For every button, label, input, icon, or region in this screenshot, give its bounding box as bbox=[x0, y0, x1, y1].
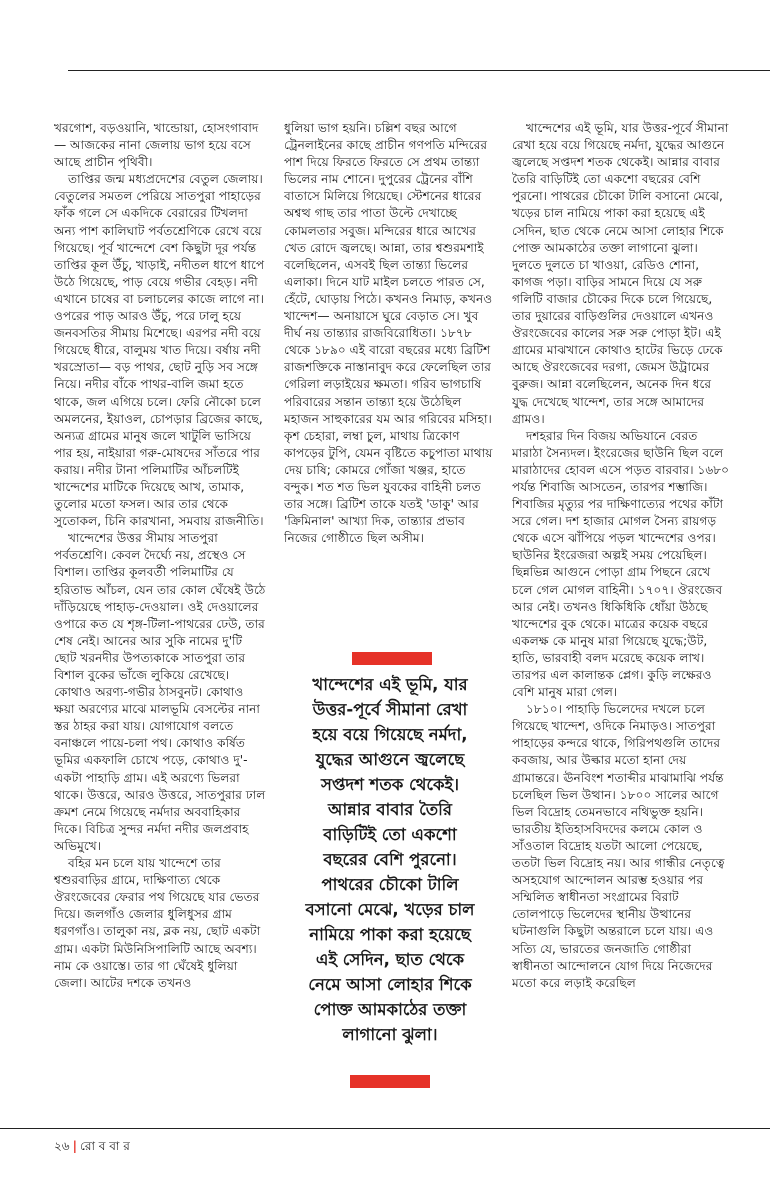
publication-name: রো ব বা র bbox=[80, 1139, 130, 1153]
folio-separator: | bbox=[72, 1139, 77, 1153]
paragraph: খরগোশ, বড়ওয়ানি, খান্ডোয়া, হোসংগাবাদ— আজকের নানা জেলায় ভাগ হয়ে বসে আছে প্রাচীন পৃথিবী। bbox=[54, 121, 259, 170]
pull-quote bbox=[300, 672, 480, 1047]
paragraph: তাপ্তির জন্ম মধ্যপ্রদেশের বেতুল জেলায়। বেতুলের সমতল পেরিয়ে সাতপুরা পাহাড়ের ফাঁক গলে সে একদিকে বেরারের টিখলদা অন্য পাশ কালিঘাট পর্বতশ্রেণিকে রেখে বয়ে গিয়েছে। পূর্ব খান্দেশে বেশ কিছুটা দূর পর্যন্ত তাপ্তির কূল উঁচু, খাড়াই, নদীতল ধাপে ধাপে উঠে গিয়েছে, পাড় বেয়ে গভীর বেহড়। নদী এখানে চাষের বা চলাচলের কাজে লাগে না। ওপরের পাড় আরও উঁচু, পরে ঢালু হয়ে জনবসতির সীমায় মিশেছে। এরপর নদী বয়ে গিয়েছে ধীরে, বালুময় খাত দিয়ে। বর্ষায় নদী খরস্রোতা— বড় পাথর, ছোট নুড়ি সব সঙ্গে নিয়ে। নদীর বাঁকে পাথর-বালি জমা হতে থাকে, জল এগিয়ে চলে। ফেরি নৌকো চলে অমলনের, ইয়াওল, চোপড়ার ব্রিজের কাছে, অন্যত্র গ্রামের মানুষ জলে খাটুলি ভাসিয়ে পার হয়, নাইয়ারা গরু-মোষদের সাঁতরে পার করায়। নদীর টানা পলিমাটির আঁচলটিই খান্দেশের মাটিকে দিয়েছে আখ, তামাক, তুলোর মতো ফসল। আর তার থেকে সুতোকল, চিনি কারখানা, সমবায় রাজনীতি। bbox=[54, 172, 265, 529]
pull-quote-top-bar bbox=[352, 652, 432, 665]
page-number: ২৬ bbox=[54, 1139, 70, 1153]
top-rule bbox=[68, 70, 770, 71]
column-2 bbox=[284, 120, 496, 610]
paragraph: ধুলিয়া ভাগ হয়নি। চল্লিশ বছর আগে ট্রেনলাইনের কাছে প্রাচীন গণপতি মন্দিরের পাশ দিয়ে ফিরতে ফিরতে সে প্রথম তান্ত্যা ভিলের নাম শোনে। দুপুরের ট্রেনের বাঁশি বাতাসে মিলিয়ে গিয়েছে। স্টেশনের ধারের অশ্বত্থ গাছ তার পাতা উল্টে দেখাচ্ছে কোমলতার সবুজ। মন্দিরের ধারে আখের খেত রোদে জ্বলছে। আন্না, তার শ্বশুরমশাই বলেছিলেন, এসবই ছিল তান্ত্যা ভিলের এলাকা। দিনে যাট মাইল চলতে পারত সে, হেঁটে, ঘোড়ায় পিঠে। কখনও নিমাড়, কখনও খান্দেশ— অনায়াসে ঘুরে বেড়াত সে। খুব দীর্ঘ নয় তান্ত্যার রাজবিরোধিতা। ১৮৭৮ থেকে ১৮৯০ এই বারো বছরের মধ্যে ব্রিটিশ রাজশক্তিকে নাস্তানাবুদ করে ফেলেছিল তার গেরিলা লড়াইয়ের ক্ষমতা। গরিব ভাগচাষি পরিবারের সন্তান তান্ত্যা হয়ে উঠেছিল মহাজন সাহুকারের যম আর গরিবের মসিহা। কৃশ চেহারা, লম্বা চুল, মাথায় ত্রিকোণ কাপড়ের টুপি, যেমন বৃষ্টিতে কচুপাতা মাথায় দেয় চাষি; কোমরে গোঁজা খঞ্জর, হাতে বন্দুক। শত শত ভিল যুবকের বাহিনী চলত তার সঙ্গে। ব্রিটিশ তাকে যতই 'ডাকু' আর 'ক্রিমিনাল' আখ্যা দিক, তান্ত্যার প্রভাব নিজের গোষ্ঠীতে ছিল অসীম। bbox=[284, 121, 493, 546]
folio bbox=[54, 1138, 130, 1158]
column-1 bbox=[54, 120, 266, 1110]
paragraph: খান্দেশের এই ভূমি, যার উত্তর-পূর্বে সীমানা রেখা হয়ে বয়ে গিয়েছে নর্মদা, যুদ্ধের আগুনে জ্বলেছে সপ্তদশ শতক থেকেই। আন্নার বাবার তৈরি বাড়িটিই তো একশো বছরের বেশি পুরনো। পাথরের চৌকো টালি বসানো মেঝে, খড়ের চাল নামিয়ে পাকা করা হয়েছে এই সেদিন, ছাত থেকে নেমে আসা লোহার শিকে পোক্ত আমকাঠের তক্তা লাগানো ঝুলা। দুলতে দুলতে চা খাওয়া, রেডিও শোনা, কাগজ পড়া। বাড়ির সামনে দিয়ে যে সরু গলিটি বাজার চৌকের দিকে চলে গিয়েছে, তার দুয়ারের বাড়িগুলির দেওয়ালে এখনও ঔরংজেবের কালের সরু সরু পোড়া ইট। এই গ্রামের মাঝখানে কোথাও হাটের ভিড়ে ঢেকে আছে ঔরংজেবের দরগা, জেমস উট্রামের বুরুজ। আন্না বলেছিলেন, অনেক দিন ধরে যুদ্ধ দেখেছে খান্দেশ, তার সঙ্গে আমাদের গ্রামও। bbox=[512, 121, 729, 426]
column-3 bbox=[512, 120, 730, 1110]
paragraph: ১৮১০। পাহাড়ি ভিলেদের দখলে চলে গিয়েছে খান্দেশ, ওদিকে নিমাড়ও। সাতপুরা পাহাড়ের কন্দরে থাকে, গিরিপথগুলি তাদের কবজায়, আর উল্কার মতো হানা দেয় গ্রামান্তরে। ঊনবিংশ শতাব্দীর মাঝামাঝি পর্যন্ত চলেছিল ভিল উত্থান। ১৮০০ সালের আগে ভিল বিদ্রোহ তেমনভাবে নথিভুক্ত হয়নি। ভারতীয় ইতিহাসবিদদের কলমে কোল ও সাঁওতাল বিদ্রোহ যতটা আলো পেয়েছে, ততটা ভিল বিদ্রোহ নয়। আর গান্ধীর নেতৃত্বে অসহযোগ আন্দোলন আরম্ভ হওয়ার পর সম্মিলিত স্বাধীনতা সংগ্রামের বিরাট তোলপাড়ে ভিলেদের স্থানীয় উত্থানের ঘটনাগুলি কিছুটা অন্তরালে চলে যায়। এও সত্যি যে, ভারতের জনজাতি গোষ্ঠীরা স্বাধীনতা আন্দোলনে যোগ দিয়ে নিজেদের মতো করে লড়াই করেছিল bbox=[512, 702, 725, 990]
pull-quote-bottom-bar bbox=[350, 1075, 430, 1088]
pull-quote-text: খান্দেশের এই ভূমি, যার উত্তর-পূর্বে সীমানা রেখা হয়ে বয়ে গিয়েছে নর্মদা, যুদ্ধের আগুনে জ্বলেছে সপ্তদশ শতক থেকেই। আন্নার বাবার তৈরি বাড়িটিই তো একশো বছরের বেশি পুরনো। পাথরের চৌকো টালি বসানো মেঝে, খড়ের চাল নামিয়ে পাকা করা হয়েছে এই সেদিন, ছাত থেকে নেমে আসা লোহার শিকে পোক্ত আমকাঠের তক্তা লাগানো ঝুলা। bbox=[305, 675, 475, 1044]
bottom-rule bbox=[0, 1128, 770, 1129]
paragraph: খান্দেশের উত্তর সীমায় সাতপুরা পর্বতশ্রেণি। কেবল দৈর্ঘ্যে নয়, প্রস্থেও সে বিশাল। তাপ্তির কূলবর্তী পলিমাটির যে হরিতাভ আঁচল, যেন তার কোল ঘেঁষেই উঠে দাঁড়িয়েছে পাহাড়-দেওয়াল। ওই দেওয়ালের ওপারে কত যে শৃঙ্গ-টিলা-পাথরের ঢেউ, তার শেষ নেই। আনের আর সুকি নামের দু'টি ছোট খরনদীর উপত্যকাকে সাতপুরা তার বিশাল বুকের ভাঁজে লুকিয়ে রেখেছে। কোথাও অরণ্য-গভীর ঠাসবুনট। কোথাও ক্ষয়া অরণ্যের মাঝে মালভূমি বেসল্টের নানা স্তর ঠাহর করা যায়। যোগাযোগ বলতে বনাঞ্চলে পায়ে-চলা পথ। কোথাও কর্ষিত ভূমির একফালি চোখে পড়ে, কোথাও দু'-একটা পাহাড়ি গ্রাম। এই অরণ্যে ভিলরা থাকে। উত্তরে, আরও উত্তরে, সাতপুরার ঢাল ক্রমশ নেমে গিয়েছে নর্মদার অববাহিকার দিকে। বিচিত্র সুন্দর নর্মদা নদীর জলপ্রবাহ অভিমুখে। bbox=[54, 531, 266, 853]
paragraph: দশহরার দিন বিজয় অভিযানে বেরত মারাঠা সৈন্যদল। ইংরেজের ছাউনি ছিল বলে মারাঠাদের হোবল এসে পড়ত বারবার। ১৬৮০ পর্যন্ত শিবাজি আসতেন, তারপর শম্ভাজি। শিবাজির মৃত্যুর পর দাক্ষিণাত্যের পথের কাঁটা সরে গেল। দশ হাজার মোগল সৈন্য রায়গড় থেকে এসে ঝাঁপিয়ে পড়ল খান্দেশের ওপর। ছাউনির ইংরেজরা অল্পই সময় পেয়েছিল। ছিন্নভিন্ন আগুনে পোড়া গ্রাম পিছনে রেখে চলে গেল মোগল বাহিনী। ১৭০৭। ঔরংজেব আর নেই। তখনও ধিকিধিকি ধোঁয়া উঠছে খান্দেশের বুক থেকে। মাত্রের কয়েক বছরে একলক্ষ কে মানুষ মারা গিয়েছে যুদ্ধে;উট, হাতি, ভারবাহী বলদ মরেছে কয়েক লাখ। তারপর এল কালান্তক প্লেগ। কুড়ি লক্ষেরও বেশি মানুষ মারা গেল। bbox=[512, 428, 730, 700]
paragraph: বহির মন চলে যায় খান্দেশে তার শ্বশুরবাড়ির গ্রামে, দাক্ষিণাত্য থেকে ঔরংজেবের ফেরার পথ গিয়েছে যার ভেতর দিয়ে। জলগাঁও জেলার ধুলিধুসর গ্রাম ধরণগাঁও। তালুকা নয়, ব্লক নয়, ছোট একটা গ্রাম। একটা মিউনিসিপালিটি আছে অবশ্য। নাম কে ওয়াস্তে। তার গা ঘেঁষেই ধুলিয়া জেলা। আটের দশকে তখনও bbox=[54, 856, 261, 990]
